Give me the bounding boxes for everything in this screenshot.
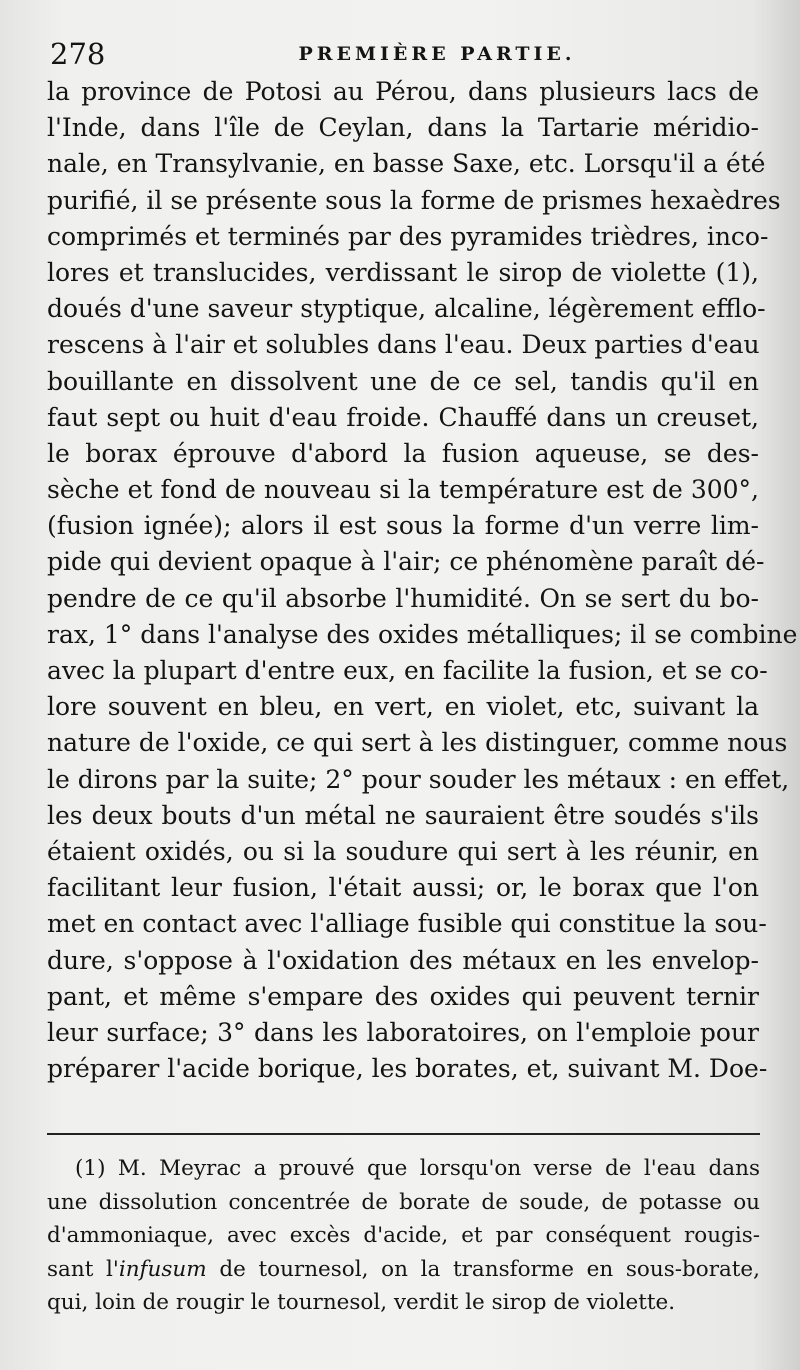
running-head: PREMIÈRE PARTIE. bbox=[298, 43, 576, 65]
text-line: rax, 1° dans l'analyse des oxides métalliques; il se combine bbox=[47, 619, 798, 649]
text-line: facilitant leur fusion, l'était aussi; or, le borax que l'on bbox=[47, 873, 759, 903]
footnote-line: une dissolution concentrée de borate de soude, de potasse ou bbox=[47, 1189, 760, 1215]
footnote-rule bbox=[47, 1133, 760, 1135]
text-line: le borax éprouve d'abord la fusion aqueuse, se des- bbox=[47, 438, 759, 468]
italic-word: infusum bbox=[118, 1256, 207, 1282]
text-line: pide qui devient opaque à l'air; ce phénomène paraît dé- bbox=[47, 547, 765, 577]
text-line: nale, en Transylvanie, en basse Saxe, etc. Lorsqu'il a été bbox=[47, 149, 766, 179]
text-line: pendre de ce qu'il absorbe l'humidité. On se sert du bo- bbox=[47, 583, 759, 613]
text-line: pant, et même s'empare des oxides qui peuvent ternir bbox=[47, 981, 759, 1011]
text-line: purifié, il se présente sous la forme de prismes hexaèdres bbox=[47, 185, 781, 215]
text-line: bouillante en dissolvent une de ce sel, tandis qu'il en bbox=[47, 366, 759, 396]
text-line: (fusion ignée); alors il est sous la forme d'un verre lim- bbox=[47, 511, 759, 541]
page-number: 278 bbox=[50, 37, 106, 71]
text-line: leur surface; 3° dans les laboratoires, on l'emploie pour bbox=[47, 1017, 759, 1047]
text-line: préparer l'acide borique, les borates, et, suivant M. Doe- bbox=[47, 1054, 768, 1084]
page-header bbox=[50, 34, 754, 74]
text-line: comprimés et terminés par des pyramides trièdres, inco- bbox=[47, 221, 769, 251]
text-line: met en contact avec l'alliage fusible qui constitue la sou- bbox=[47, 909, 767, 939]
text-line: lores et translucides, verdissant le sirop de violette (1), bbox=[47, 257, 759, 287]
text-line: rescens à l'air et solubles dans l'eau. Deux parties d'eau bbox=[47, 330, 760, 360]
footnote-line: (1) M. Meyrac a prouvé que lorsqu'on verse de l'eau dans bbox=[75, 1156, 760, 1181]
text-line: le dirons par la suite; 2° pour souder les métaux : en effet, bbox=[47, 764, 790, 794]
text-line: l'Inde, dans l'île de Ceylan, dans la Tartarie méridio- bbox=[47, 113, 759, 143]
footnote-line: qui, loin de rougir le tournesol, verdit le sirop de violette. bbox=[47, 1290, 676, 1315]
text-line: doués d'une saveur styptique, alcaline, légèrement efflo- bbox=[47, 294, 766, 324]
text-line: lore souvent en bleu, en vert, en violet, etc, suivant la bbox=[47, 692, 759, 722]
text-line: nature de l'oxide, ce qui sert à les distinguer, comme nous bbox=[47, 728, 788, 758]
text-line: la province de Potosi au Pérou, dans plusieurs lacs de bbox=[47, 77, 759, 106]
text-line: sèche et fond de nouveau si la température est de 300°, bbox=[47, 475, 759, 505]
text-line: étaient oxidés, ou si la soudure qui sert à les réunir, en bbox=[47, 836, 759, 866]
text-line: les deux bouts d'un métal ne sauraient être soudés s'ils bbox=[47, 800, 759, 830]
footnote-line: sant l'infusum de tournesol, on la transforme en sous-borate, bbox=[47, 1256, 760, 1282]
text-line: avec la plupart d'entre eux, en facilite la fusion, et se co- bbox=[47, 656, 768, 685]
text-line: dure, s'oppose à l'oxidation des métaux en les envelop- bbox=[47, 945, 759, 975]
body-text bbox=[47, 74, 798, 1087]
text-line: faut sept ou huit d'eau froide. Chauffé dans un creuset, bbox=[47, 402, 759, 432]
footnote-line: d'ammoniaque, avec excès d'acide, et par conséquent rougis- bbox=[47, 1223, 760, 1248]
footnote bbox=[47, 1152, 760, 1320]
